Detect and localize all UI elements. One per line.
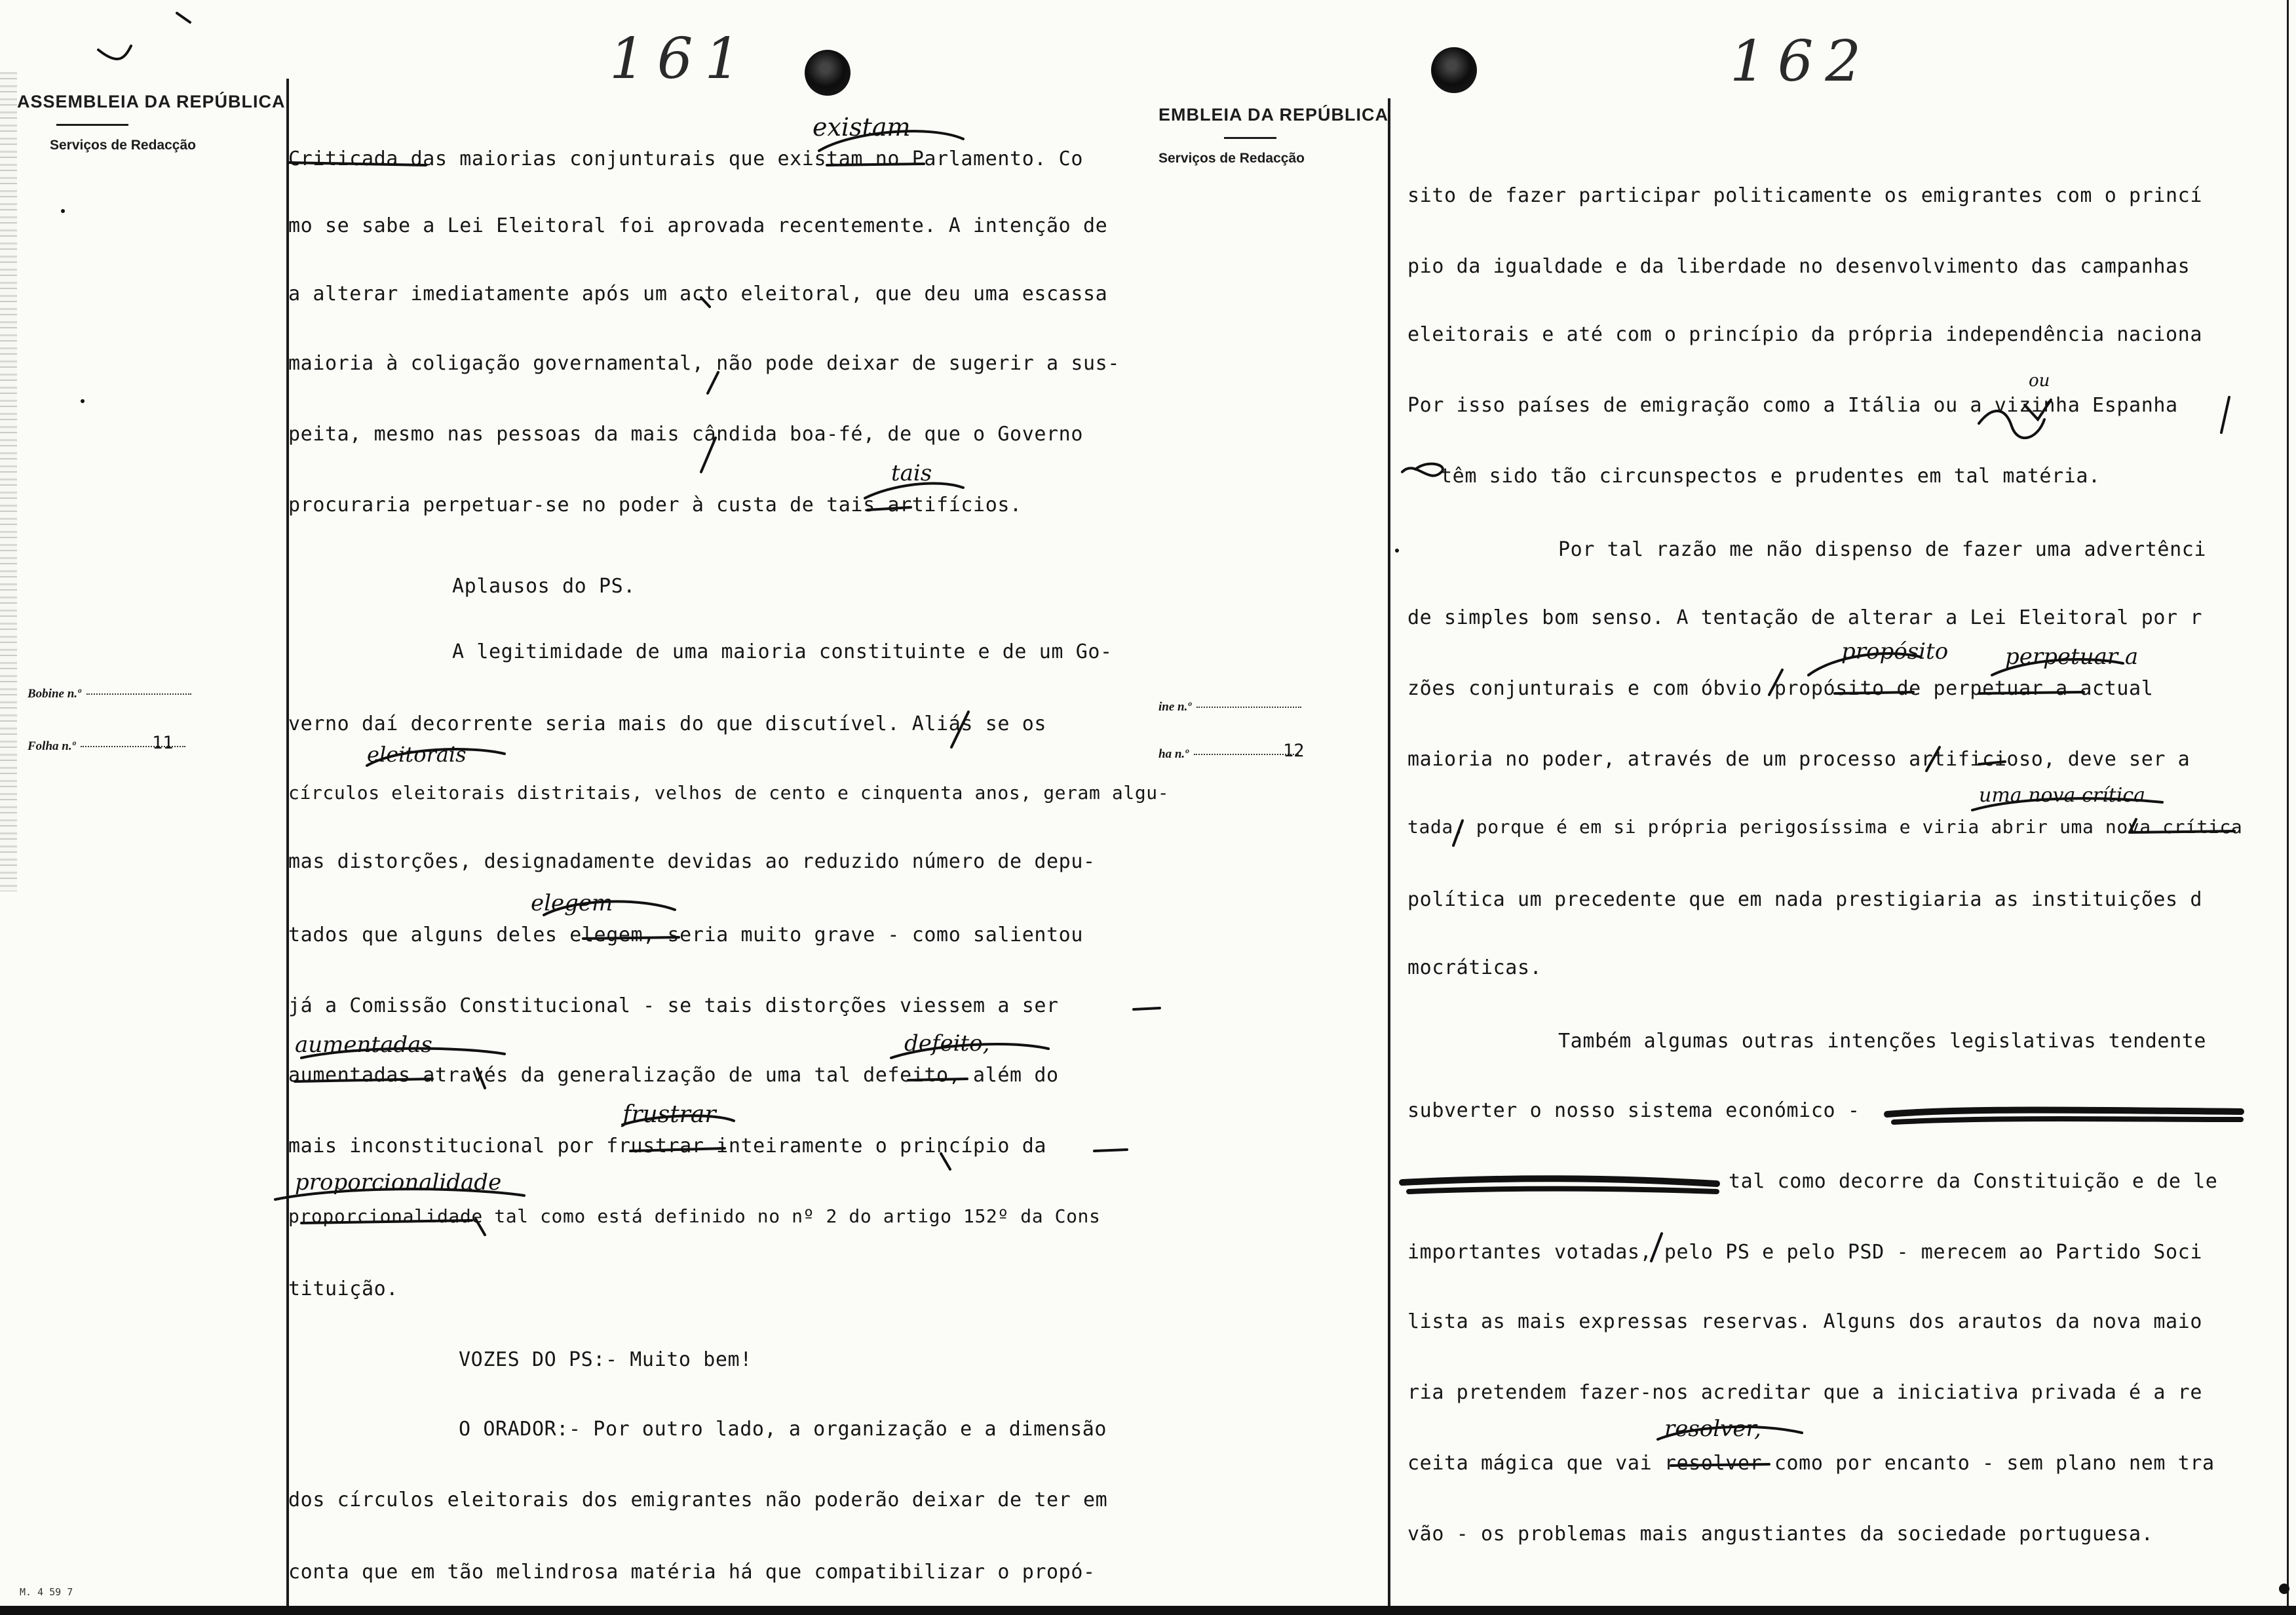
caret-mark — [1992, 659, 2123, 675]
ink-dot — [1395, 549, 1399, 553]
strike-mark — [1979, 762, 2005, 764]
left-line-20: dos círculos eleitorais dos emigrantes não poderão deixar de ter em — [288, 1489, 1108, 1511]
handwritten-aumentadas: aumentadas — [295, 1032, 432, 1058]
left-line-applause: Aplausos do PS. — [452, 575, 636, 598]
handwritten-proporcionalidade: proporcionalidade — [295, 1169, 502, 1196]
caret-mark — [1808, 653, 1920, 675]
left-line-2: mo se sabe a Lei Eleitoral foi aprovada recentemente. A intenção de — [288, 214, 1108, 237]
left-line-12: tados que alguns deles elegem, seria muito grave - como salientou — [288, 924, 1083, 946]
right-line-12: mocráticas. — [1407, 956, 1542, 979]
right-line-16: importantes votadas, pelo PS e pelo PSD - merecem ao Partido Soci — [1407, 1241, 2202, 1264]
left-header-assembly: ASSEMBLEIA DA REPÚBLICA — [17, 92, 286, 111]
left-line-orator: O ORADOR:- Por outro lado, a organização e a dimensão — [459, 1418, 1107, 1441]
right-bobine-label: ine n.º — [1158, 700, 1192, 714]
handwritten-frustrar: frustrar — [622, 1101, 716, 1128]
strike-mark — [288, 163, 426, 165]
handwritten-defeito: defeito, — [904, 1030, 990, 1057]
redaction-stroke — [1894, 1119, 2241, 1122]
redaction-stroke — [1887, 1110, 2241, 1115]
strike-mark — [295, 1079, 432, 1081]
left-line-4: maioria à coligação governamental, não pode deixar de sugerir a sus- — [288, 352, 1120, 375]
right-line-9: maioria no poder, através de um processo artificioso, deve ser a — [1407, 748, 2191, 771]
squiggle-mark — [1402, 464, 1443, 476]
strike-mark — [301, 1220, 472, 1223]
redaction-stroke — [1402, 1178, 1717, 1184]
insertion-slash — [477, 1068, 485, 1088]
left-line-11: mas distorções, designadamente devidas ao reduzido número de depu- — [288, 850, 1096, 873]
caret-mark — [891, 1044, 1048, 1058]
caret-mark — [544, 901, 675, 915]
handwritten-uma-nova-critica: uma nova crítica — [1979, 784, 2146, 807]
right-header-service: Serviços de Redacção — [1158, 151, 1305, 166]
right-line-19: ceita mágica que vai resolver como por encanto - sem plano nem tra — [1407, 1452, 2215, 1475]
margin-mark — [177, 13, 190, 22]
insertion-slash — [1453, 821, 1463, 846]
insertion-slash — [2221, 397, 2229, 433]
insertion-slash — [1926, 747, 1940, 771]
right-line-15: tal como decorre da Constituição e de le — [1729, 1170, 2218, 1193]
strike-mark — [1979, 692, 2084, 693]
right-page-number: 162 — [1730, 29, 1873, 94]
left-line-21: conta que em tão melindrosa matéria há que compatibilizar o propó- — [288, 1561, 1096, 1584]
ink-dot — [2279, 1584, 2289, 1594]
insertion-slash — [1651, 1234, 1662, 1261]
right-line-6: Por tal razão me não dispenso de fazer uma advertênci — [1558, 538, 2207, 561]
strike-mark — [583, 937, 679, 939]
left-line-9: verno daí decorrente seria mais do que discutível. Aliás se os — [288, 712, 1047, 735]
caret-mark — [301, 1049, 505, 1058]
right-header-assembly: EMBLEIA DA REPÚBLICA — [1158, 105, 1389, 125]
strike-mark — [868, 507, 911, 510]
handwritten-existam: existam — [813, 113, 911, 142]
handwritten-tais: tais — [891, 460, 932, 486]
right-line-18: ria pretendem fazer-nos acreditar que a iniciativa privada é a re — [1407, 1381, 2202, 1404]
squiggle-mark — [2025, 400, 2051, 419]
left-line-voices: VOZES DO PS:- Muito bem! — [459, 1348, 752, 1371]
left-line-13: já a Comissão Constitucional - se tais distorções viessem a ser — [288, 994, 1059, 1017]
left-line-15: mais inconstitucional por frustrar inteiramente o princípio da — [288, 1135, 1047, 1158]
right-line-20: vão - os problemas mais angustiantes da sociedade portuguesa. — [1407, 1523, 2154, 1546]
left-line-14: aumentadas através da generalização de uma tal defeito, além do — [288, 1064, 1059, 1087]
right-line-14: subverter o nosso sistema económico - — [1407, 1099, 1860, 1122]
strike-mark — [1094, 1150, 1127, 1151]
caret-mark — [367, 749, 505, 766]
right-line-5: têm sido tão circunspectos e prudentes em tal matéria. — [1440, 465, 2101, 488]
redaction-stroke — [1409, 1189, 1717, 1192]
insertion-slash — [941, 1154, 950, 1169]
strike-mark — [1134, 1008, 1160, 1009]
insertion-slash — [951, 712, 968, 747]
caret-mark — [1972, 798, 2162, 810]
right-line-13: Também algumas outras intenções legislativas tendente — [1558, 1030, 2207, 1053]
left-line-8: A legitimidade de uma maioria constituinte e de um Go- — [452, 640, 1113, 663]
insertion-slash — [2130, 819, 2136, 832]
left-header-service: Serviços de Redacção — [50, 138, 196, 153]
caret-mark — [622, 1116, 734, 1125]
left-line-6: procuraria perpetuar-se no poder à custa de tais artifícios. — [288, 494, 1022, 516]
right-line-1: sito de fazer participar politicamente os emigrantes com o princí — [1407, 184, 2202, 207]
margin-mark — [98, 46, 131, 59]
caret-mark — [865, 483, 963, 498]
left-line-3: a alterar imediatamente após um acto eleitoral, que deu uma escassa — [288, 282, 1108, 305]
insertion-slash — [476, 1219, 485, 1235]
insertion-slash — [701, 298, 710, 307]
right-line-4: Por isso países de emigração como a Itália ou a vizinha Espanha — [1407, 394, 2178, 417]
left-line-17: tituição. — [288, 1277, 398, 1300]
strike-mark — [1835, 692, 1913, 693]
caret-mark — [1658, 1427, 1802, 1439]
right-folha-label: ha n.º — [1158, 747, 1189, 761]
left-line-10: círculos eleitorais distritais, velhos de cento e cinquenta anos, geram algu- — [288, 782, 1170, 804]
right-line-3: eleitorais e até com o princípio da própria independência naciona — [1407, 323, 2202, 346]
left-bobine-label: Bobine n.º — [28, 687, 81, 701]
insertion-slash — [708, 372, 718, 393]
ink-dot — [61, 209, 65, 213]
strike-mark — [630, 1148, 725, 1151]
handwritten-perpetuar: perpetuar a — [2005, 644, 2139, 670]
right-line-8: zões conjunturais e com óbvio propósito de perpetuar a actual — [1407, 677, 2154, 700]
strike-mark — [2130, 831, 2234, 832]
handwritten-eleitorais: eleitorais — [367, 742, 467, 767]
caret-mark — [275, 1189, 524, 1199]
right-line-10: tada, porque é em si própria perigosíssima e viria abrir uma nova crítica — [1407, 816, 2243, 838]
strike-mark — [827, 164, 924, 165]
ink-dot — [81, 399, 85, 403]
left-folha-value: 11 — [152, 733, 174, 753]
right-line-7: de simples bom senso. A tentação de alterar a Lei Eleitoral por r — [1407, 606, 2202, 629]
left-line-1: Criticada das maiorias conjunturais que existam no Parlamento. Co — [288, 147, 1083, 170]
footer-form-code: M. 4 59 7 — [20, 1586, 73, 1598]
insertion-slash — [1769, 670, 1782, 695]
insertion-slash — [701, 438, 716, 472]
handwritten-elegem: elegem — [531, 890, 613, 916]
left-line-16: proporcionalidade tal como está definido no nº 2 do artigo 152º da Cons — [288, 1205, 1101, 1227]
handwritten-resolver: resolver, — [1664, 1416, 1761, 1442]
strike-mark — [908, 1079, 967, 1080]
right-line-11: política um precedente que em nada prestigiaria as instituições d — [1407, 888, 2202, 911]
left-page-number: 161 — [609, 26, 753, 92]
strike-mark — [1671, 1464, 1769, 1466]
left-folha-label: Folha n.º — [28, 739, 76, 753]
right-folha-value: 12 — [1283, 741, 1305, 761]
left-line-5: peita, mesmo nas pessoas da mais cândida boa-fé, de que o Governo — [288, 423, 1083, 446]
caret-mark — [819, 131, 963, 151]
handwritten-proposito: propósito — [1841, 638, 1949, 665]
right-line-2: pio da igualdade e da liberdade no desenvolvimento das campanhas — [1407, 255, 2191, 278]
handwritten-ou: ou — [2029, 371, 2050, 391]
right-line-17: lista as mais expressas reservas. Alguns dos arautos da nova maio — [1407, 1310, 2202, 1333]
